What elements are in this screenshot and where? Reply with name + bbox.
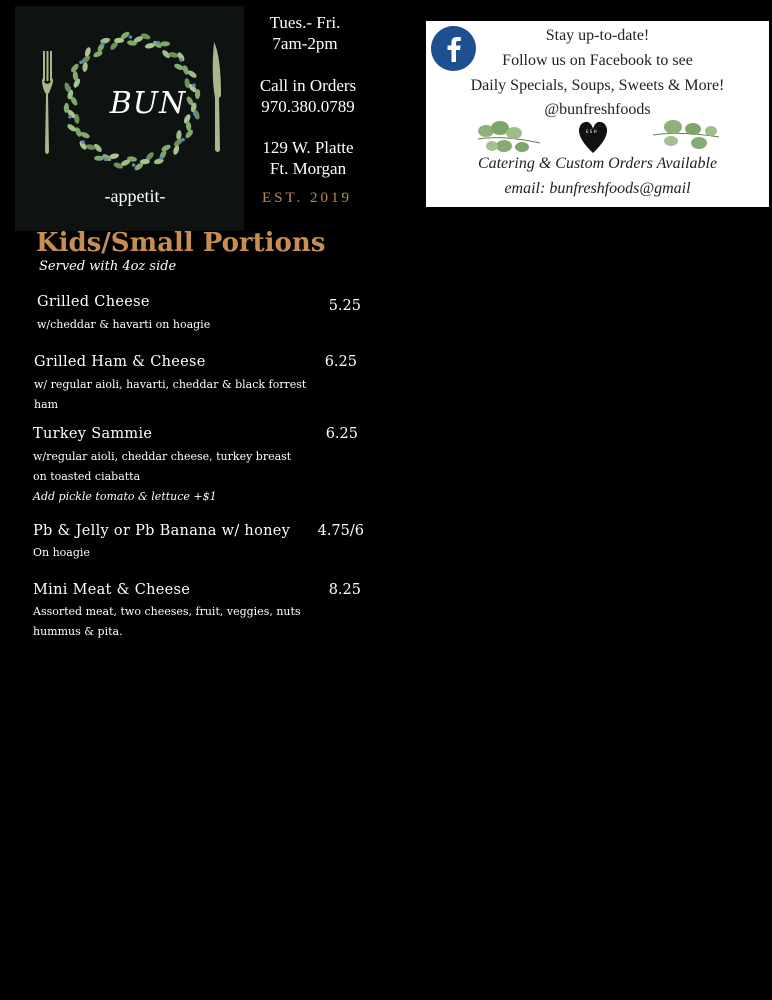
menu-item-description: w/cheddar & havarti on hoagie (37, 318, 211, 331)
menu-item-name: Grilled Cheese (37, 294, 150, 310)
menu-item-name: Mini Meat & Cheese (33, 582, 191, 598)
menu-item-price: 8.25 (328, 582, 361, 598)
menu-item-description: ham (34, 398, 59, 411)
wreath-berry (101, 42, 105, 46)
menu-item-price: 6.25 (324, 354, 357, 370)
wreath-berry (81, 140, 85, 144)
hours-time: 7am-2pm (272, 34, 338, 53)
fb-line-2: Follow us on Facebook to see (502, 52, 693, 69)
svg-text:E S H: E S H (586, 129, 597, 134)
menu-item-name: Grilled Ham & Cheese (34, 354, 206, 370)
menu-item-description: w/ regular aioli, havarti, cheddar & black forrest (34, 378, 307, 391)
wreath-leaf (160, 41, 170, 46)
heart-icon (576, 119, 610, 155)
wreath-berry (129, 35, 133, 39)
menu-item-description: on toasted ciabatta (33, 470, 141, 483)
wreath-leaf (176, 130, 182, 140)
fb-line-1: Stay up-to-date! (545, 27, 650, 44)
catering-note: Catering & Custom Orders Available (477, 155, 718, 172)
section-subtitle: Served with 4oz side (39, 259, 177, 274)
phone-number[interactable]: 970.380.0789 (261, 97, 355, 116)
wreath-berry (159, 156, 163, 160)
address-street: 129 W. Platte (262, 138, 354, 157)
brand-name: BUN (109, 86, 187, 121)
facebook-panel (426, 21, 769, 207)
hours-days: Tues.- Fri. (269, 13, 341, 32)
wreath-berry (157, 41, 161, 45)
wreath-berry (79, 61, 83, 65)
menu-item-name: Turkey Sammie (33, 426, 153, 442)
fb-handle[interactable]: @bunfreshfoods (544, 101, 651, 118)
contact-email[interactable]: email: bunfreshfoods@gmail (504, 180, 691, 197)
wreath-leaf (82, 62, 88, 72)
brand-tagline: -appetit- (104, 186, 166, 206)
leaf-icon (651, 117, 721, 155)
call-in-orders (246, 75, 370, 117)
established-year: EST. 2019 (261, 190, 353, 206)
menu-item-description: w/regular aioli, cheddar cheese, turkey breast (33, 450, 292, 463)
menu-item-description: On hoagie (33, 546, 90, 559)
menu-item-price: 6.25 (325, 426, 358, 442)
wreath-berry (132, 163, 136, 167)
leaf-icon (474, 119, 544, 155)
address (248, 137, 368, 179)
section-title: Kids/Small Portions (36, 228, 326, 258)
wreath-leaf (172, 144, 180, 155)
wreath-berry (68, 87, 72, 91)
wreath-leaf (94, 156, 104, 161)
wreath-berry (181, 138, 185, 142)
menu-item-description: Assorted meat, two cheeses, fruit, veggies, nuts (33, 605, 301, 618)
menu-item-description: hummus & pita. (33, 625, 123, 638)
menu-item-price: 5.25 (328, 298, 361, 314)
opening-hours (250, 12, 360, 54)
logo (15, 6, 244, 231)
wreath-berry (68, 115, 72, 119)
knife-icon (213, 42, 221, 152)
wreath-berry (104, 158, 108, 162)
address-city: Ft. Morgan (269, 159, 347, 178)
fork-icon (42, 51, 53, 154)
wreath-leaf (84, 46, 92, 57)
wreath-berry (179, 58, 183, 62)
menu-item-addon: Add pickle tomato & lettuce +$1 (33, 490, 217, 503)
menu-item-price: 4.75/6 (317, 523, 364, 539)
fb-line-3: Daily Specials, Soups, Sweets & More! (470, 77, 725, 94)
orders-label: Call in Orders (259, 76, 357, 95)
menu-item-name: Pb & Jelly or Pb Banana w/ honey (33, 523, 291, 539)
